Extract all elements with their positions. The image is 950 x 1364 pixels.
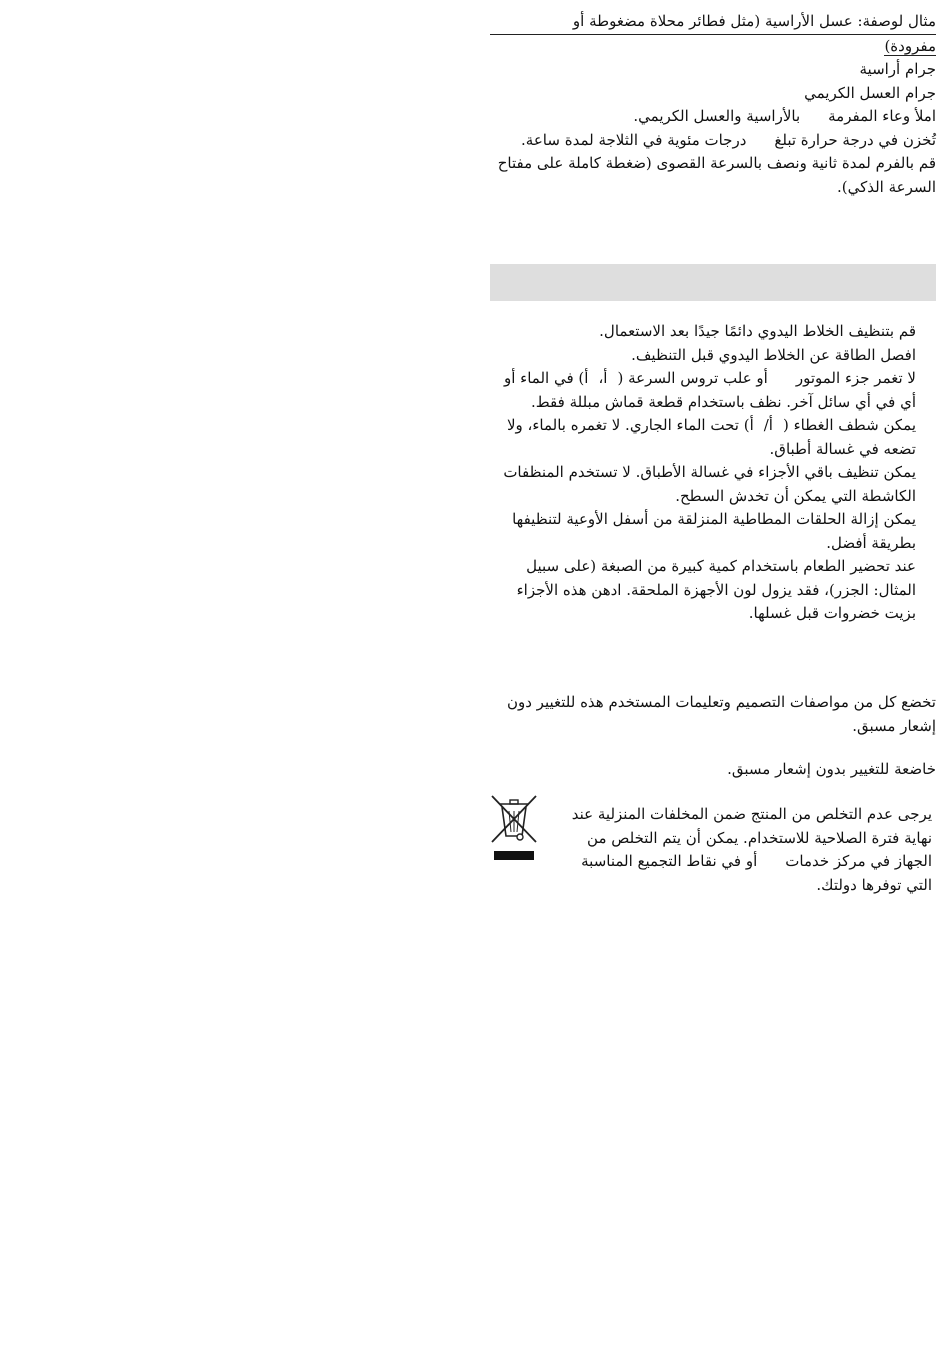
- recipe-step-fill: املأ وعاء المفرمةبالأراسية والعسل الكريمي.: [633, 107, 936, 125]
- disposal-text: يرجى عدم التخلص من المنتج ضمن المخلفات المنزلية عند نهاية فترة الصلاحية للاستخدام. يمكن أن يتم التخلص من الجهاز في مركز خدماتأو في نقاط التجميع المناسبة التي توفرها دولتك.: [571, 805, 932, 894]
- cleaning-line: يمكن إزالة الحلقات المطاطية المنزلقة من أسفل الأوعية لتنظيفها بطريقة أفضل.: [512, 510, 916, 552]
- cleaning-section: [490, 320, 916, 626]
- notice-text: خاضعة للتغيير بدون إشعار مسبق.: [727, 760, 936, 778]
- recipe-section: [490, 10, 936, 199]
- section-header-bar: [490, 264, 936, 301]
- disposal-section: [490, 788, 932, 912]
- cleaning-line: يمكن شطف الغطاء (أ/أ) تحت الماء الجاري. لا تغمره بالماء، ولا تضعه في غسالة أطباق.: [506, 416, 916, 458]
- recipe-title: مثال لوصفة: عسل الأراسية (مثل فطائر محلاة مضغوطة أو: [490, 10, 936, 35]
- cleaning-line: قم بتنظيف الخلاط اليدوي دائمًا جيدًا بعد الاستعمال.: [599, 322, 916, 340]
- ingredient-almonds: جرام أراسية: [859, 60, 936, 78]
- recipe-title-continued: مفرودة): [884, 36, 936, 55]
- cleaning-line: افصل الطاقة عن الخلاط اليدوي قبل التنظيف.: [631, 345, 916, 364]
- design-change-notice: [490, 676, 936, 753]
- notice-text: تخضع كل من مواصفات التصميم وتعليمات المستخدم هذه للتغيير دون إشعار مسبق.: [506, 693, 936, 735]
- recipe-step-chop: قم بالفرم لمدة ثانية ونصف بالسرعة القصوى (ضغطة كاملة على مفتاح السرعة الذكي).: [497, 154, 936, 196]
- cleaning-line: لا تغمر جزء الموتورأو علب تروس السرعة (أ،أ) في الماء أو أي في أي سائل آخر. نظف باستخدام قطعة قماش مبللة فقط.: [504, 369, 916, 411]
- cleaning-line: يمكن تنظيف باقي الأجزاء في غسالة الأطباق. لا تستخدم المنظفات الكاشطة التي يمكن أن تخدش السطح.: [503, 463, 916, 505]
- recipe-step-store: تُخزن في درجة حرارة تبلغدرجات مئوية في الثلاجة لمدة ساعة.: [521, 130, 936, 149]
- cleaning-line: عند تحضير الطعام باستخدام كمية كبيرة من الصبغة (على سبيل المثال: الجزر)، فقد يزول لون الأجهزة الملحقة. ادهن هذه الأجزاء بزيت خضروات قبل غسلها.: [516, 557, 916, 622]
- crossed-out-bin-icon: [490, 792, 538, 862]
- ingredient-honey: جرام العسل الكريمي: [804, 83, 936, 102]
